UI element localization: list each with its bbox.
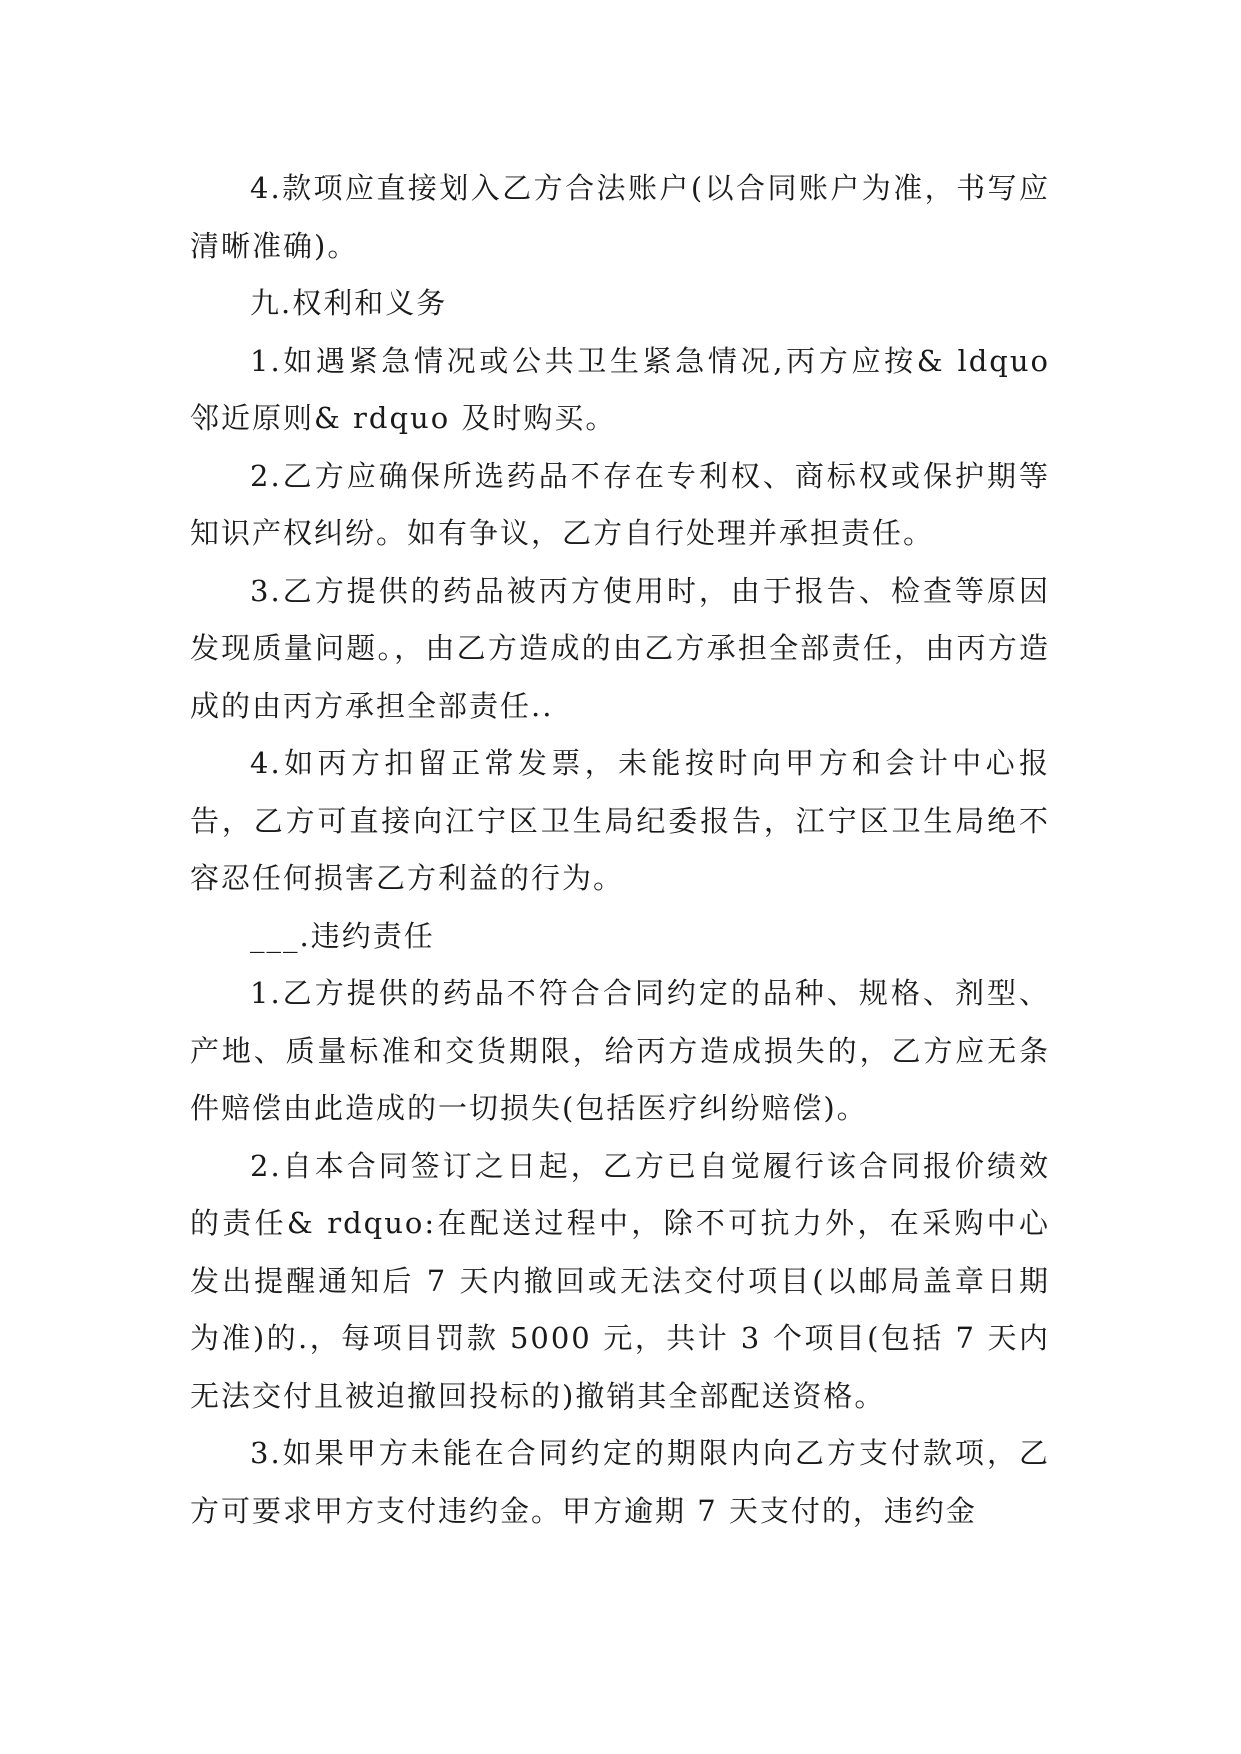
clause-9-item-4: 4.如丙方扣留正常发票，未能按时向甲方和会计中心报告，乙方可直接向江宁区卫生局纪委报告，江宁区卫生局绝不容忍任何损害乙方利益的行为。 — [190, 746, 1050, 895]
section-9-heading: 九.权利和义务 — [250, 286, 448, 320]
clause-9-item-3: 3.乙方提供的药品被丙方使用时，由于报告、检查等原因发现质量问题。，由乙方造成的由乙方承担全部责任，由丙方造成的由丙方承担全部责任.. — [190, 573, 1050, 723]
section-10-heading: ___.违约责任 — [250, 918, 435, 953]
clause-10-item-1: 1.乙方提供的药品不符合合同约定的品种、规格、剂型、产地、质量标准和交货期限，给丙方造成损失的，乙方应无条件赔偿由此造成的一切损失(包括医疗纠纷赔偿)。 — [190, 976, 1050, 1125]
document-body — [190, 160, 1050, 1540]
clause-10-item-2: 2.自本合同签订之日起，乙方已自觉履行该合同报价绩效的责任& rdquo:在配送过程中，除不可抗力外，在采购中心发出提醒通知后 7 天内撤回或无法交付项目(以邮局盖章日期为准)的.，每项目罚款 5000 元，共计 3 个项目(包括 7 天内无法交付且被迫撤回投标的)撤销其全部配送资格。 — [190, 1148, 1050, 1413]
clause-10-item-3: 3.如果甲方未能在合同约定的期限内向乙方支付款项，乙方可要求甲方支付违约金。甲方逾期 7 天支付的，违约金 — [190, 1436, 1050, 1528]
clause-9-item-1: 1.如遇紧急情况或公共卫生紧急情况,丙方应按& ldquo 邻近原则& rdquo 及时购买。 — [190, 343, 1050, 435]
clause-9-item-2: 2.乙方应确保所选药品不存在专利权、商标权或保护期等知识产权纠纷。如有争议，乙方自行处理并承担责任。 — [190, 458, 1050, 550]
clause-8-item-4: 4.款项应直接划入乙方合法账户(以合同账户为准，书写应清晰准确)。 — [190, 171, 1050, 263]
